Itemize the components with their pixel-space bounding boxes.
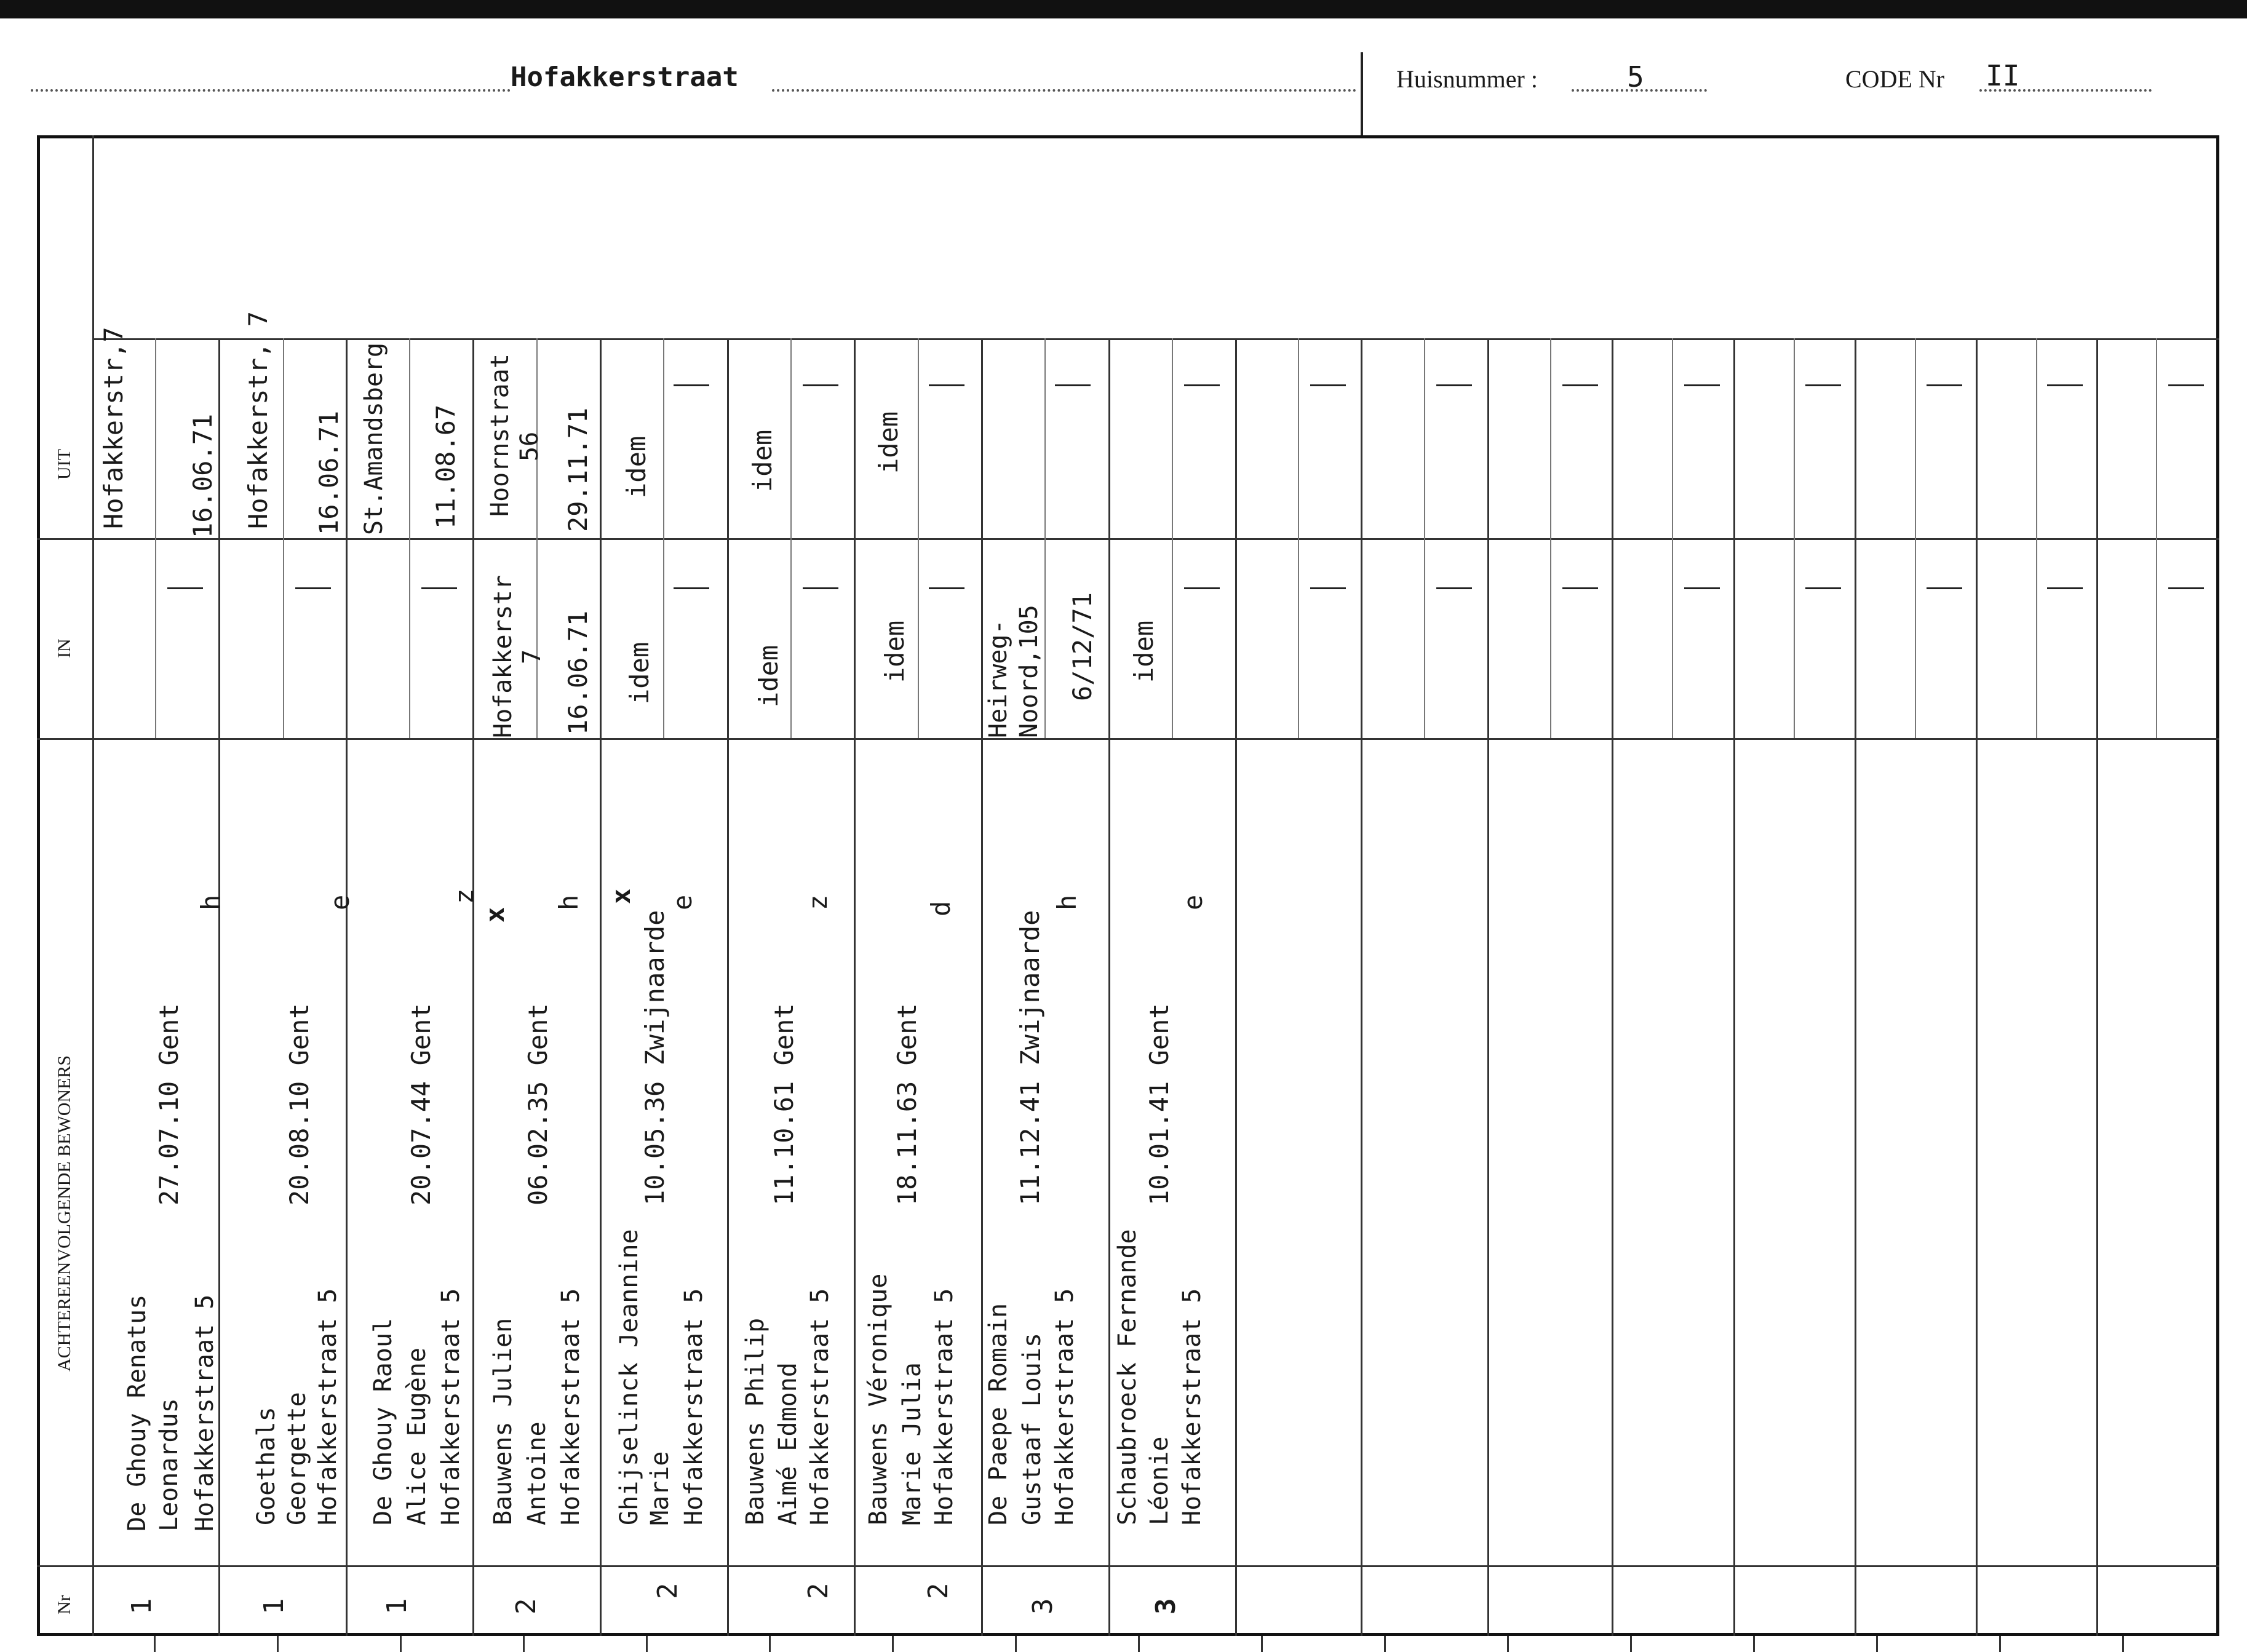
bottom-tick — [1384, 1636, 1386, 1652]
bottom-tick — [769, 1636, 771, 1652]
bottom-tick — [1753, 1636, 1755, 1652]
empty-dash — [1805, 587, 1841, 589]
bottom-tick — [1015, 1636, 1017, 1652]
col-line — [1235, 338, 1237, 1636]
bottom-tick — [1630, 1636, 1632, 1652]
empty-dash — [421, 587, 457, 589]
resident-7-line1: Bauwens Véronique — [864, 1273, 893, 1525]
sub-col-line — [2156, 338, 2157, 738]
empty-dash — [1310, 587, 1346, 589]
empty-dash — [929, 587, 964, 589]
sub-col-line — [409, 338, 410, 738]
empty-dash — [674, 384, 709, 386]
resident-9-line1: Schaubroeck Fernande — [1113, 1229, 1142, 1525]
resident-5-line3: Hofakkerstraat 5 — [680, 1288, 708, 1525]
resident-1-line1: De Ghouy Renatus — [123, 1294, 151, 1531]
bottom-tick — [523, 1636, 525, 1652]
sub-col-line — [1550, 338, 1551, 738]
resident-5-sex: e — [667, 894, 698, 910]
empty-dash — [1562, 587, 1598, 589]
nr-label: Nr — [54, 1595, 74, 1614]
resident-3-line2: Alice Eugène — [403, 1348, 431, 1525]
uit-place-7: idem — [873, 411, 904, 474]
resident-4-line3: Hofakkerstraat 5 — [557, 1288, 585, 1525]
col-line — [600, 338, 602, 1636]
resident-1-nr: 1 — [126, 1598, 157, 1614]
resident-9-sex: e — [1178, 894, 1208, 910]
resident-6-line1: Bauwens Philip — [741, 1317, 770, 1525]
bottom-tick — [1138, 1636, 1140, 1652]
resident-3-birth: 20.07.44 Gent — [406, 1003, 436, 1205]
in-label: IN — [54, 638, 74, 658]
sub-col-line — [1044, 338, 1046, 738]
sub-col-line — [790, 338, 792, 738]
resident-4-birth: 06.02.35 Gent — [523, 1003, 553, 1205]
sub-col-line — [663, 338, 664, 738]
resident-8-birth: 11.12.41 Zwijnaarde — [1015, 910, 1045, 1205]
code-label: CODE Nr — [1845, 65, 1945, 93]
resident-5-nr: 2 — [652, 1583, 683, 1599]
col-line — [727, 338, 729, 1636]
resident-4-sex: h — [554, 894, 584, 910]
resident-3-line1: De Ghouy Raoul — [369, 1317, 397, 1525]
empty-dash — [1055, 384, 1091, 386]
bottom-tick — [1261, 1636, 1263, 1652]
resident-6-birth: 11.10.61 Gent — [769, 1003, 799, 1205]
empty-dash — [2047, 587, 2083, 589]
col-line — [1733, 338, 1735, 1636]
street-name: Hofakkerstraat — [511, 62, 739, 93]
empty-dash — [1436, 587, 1472, 589]
in-place-8: Heirweg- — [984, 619, 1012, 738]
uit-in-line — [37, 538, 2219, 540]
in-place-8b: Noord,105 — [1015, 605, 1043, 738]
resident-2-line3: Georgette — [283, 1392, 311, 1525]
resident-2-birth: 20.08.10 Gent — [284, 1003, 314, 1205]
resident-3-sex: z — [449, 888, 479, 904]
resident-5-line1: Ghijselinck Jeannine — [615, 1229, 643, 1525]
sub-col-line — [1298, 338, 1299, 738]
in-residents-line — [37, 738, 2219, 740]
col-line — [1612, 338, 1613, 1636]
in-date-8: 6/12/71 — [1067, 592, 1097, 701]
bottom-tick — [892, 1636, 894, 1652]
resident-1-sex: h — [196, 894, 226, 910]
resident-7-sex: d — [926, 900, 956, 916]
resident-7-line2: Marie Julia — [898, 1362, 926, 1525]
sub-col-line — [1172, 338, 1173, 738]
resident-9-line2: Léonie — [1145, 1436, 1174, 1525]
house-number-dotted-line — [1572, 89, 1707, 92]
uit-place-6: idem — [747, 429, 778, 492]
resident-6-line3: Hofakkerstraat 5 — [806, 1288, 834, 1525]
resident-9-birth: 10.01.41 Gent — [1144, 1003, 1174, 1205]
empty-dash — [1184, 587, 1220, 589]
house-number-value: 5 — [1627, 60, 1644, 93]
resident-7-line3: Hofakkerstraat 5 — [930, 1288, 958, 1525]
col-line — [472, 338, 474, 1636]
bottom-tick — [1999, 1636, 2001, 1652]
in-date-4: 16.06.71 — [563, 610, 593, 735]
sub-col-line — [1794, 338, 1795, 738]
resident-3-line3: Hofakkerstraat 5 — [437, 1288, 465, 1525]
sub-col-line — [155, 338, 156, 738]
empty-dash — [1436, 384, 1472, 386]
bottom-tick — [1876, 1636, 1878, 1652]
resident-5-birth: 10.05.36 Zwijnaarde — [640, 910, 670, 1205]
empty-dash — [803, 384, 838, 386]
resident-1-birth: 27.07.10 Gent — [154, 1003, 184, 1205]
uit-date-2: 16.06.71 — [314, 410, 344, 535]
in-place-9: idem — [1129, 620, 1159, 683]
in-place-5: idem — [624, 641, 654, 704]
sub-col-line — [283, 338, 284, 738]
resident-1-line2: Leonardus — [155, 1398, 183, 1531]
empty-dash — [2168, 384, 2204, 386]
street-dotted-line-left — [31, 89, 511, 92]
uit-top-line — [92, 338, 2219, 340]
resident-4-line2: Antoine — [523, 1421, 551, 1525]
resident-6-nr: 2 — [803, 1583, 834, 1599]
uit-label: UIT — [54, 449, 74, 480]
col-line — [1487, 338, 1489, 1636]
sub-col-line — [536, 338, 538, 738]
empty-dash — [167, 587, 203, 589]
resident-5-mark: x — [606, 888, 636, 904]
resident-6-line2: Aimé Edmond — [774, 1362, 802, 1525]
sub-col-line — [918, 338, 919, 738]
resident-8-line2: Gustaaf Louis — [1018, 1332, 1046, 1525]
bottom-tick — [646, 1636, 648, 1652]
empty-dash — [803, 587, 838, 589]
bottom-tick — [2122, 1636, 2124, 1652]
uit-date-3: 11.08.67 — [431, 404, 461, 529]
resident-4-mark: x — [480, 907, 510, 923]
resident-1-line3: Hofakkerstraat 5 — [191, 1294, 219, 1531]
resident-2-sex: e — [325, 894, 355, 910]
empty-dash — [929, 384, 964, 386]
col-line — [1976, 338, 1978, 1636]
col-line — [1108, 338, 1110, 1636]
empty-dash — [1927, 587, 1962, 589]
resident-8-line1: De Paepe Romain — [984, 1303, 1012, 1525]
sub-col-line — [1424, 338, 1425, 738]
resident-9-nr: 3 — [1150, 1598, 1182, 1614]
uit-place-1: Hofakkerstr,7 — [98, 327, 129, 529]
code-dotted-line — [1979, 89, 2152, 92]
uit-date-1: 16.06.71 — [188, 413, 218, 538]
resident-7-nr: 2 — [923, 1583, 954, 1599]
resident-4-line1: Bauwens Julien — [489, 1317, 517, 1525]
empty-dash — [2047, 384, 2083, 386]
uit-place-4b: 56 — [515, 431, 544, 461]
code-value: II — [1986, 59, 2020, 92]
resident-8-nr: 3 — [1027, 1598, 1059, 1614]
sub-col-line — [1672, 338, 1673, 738]
street-dotted-line-right — [772, 89, 1356, 92]
header-separator — [1361, 52, 1363, 135]
uit-place-5: idem — [621, 435, 651, 498]
col-line — [1855, 338, 1856, 1636]
in-place-6: idem — [754, 645, 784, 707]
uit-place-2: Hofakkerstr, 7 — [243, 311, 273, 529]
empty-dash — [1562, 384, 1598, 386]
house-number-label: Huisnummer : — [1396, 65, 1538, 93]
empty-dash — [1805, 384, 1841, 386]
sub-col-line — [1915, 338, 1916, 738]
empty-dash — [674, 587, 709, 589]
empty-dash — [295, 587, 331, 589]
resident-2-nr: 1 — [258, 1598, 290, 1614]
col-line — [981, 338, 983, 1636]
resident-5-line2: Marie — [646, 1451, 674, 1525]
uit-place-3: St.Amandsberg — [360, 342, 388, 535]
empty-dash — [1310, 384, 1346, 386]
in-place-4: Hofakkerstr — [489, 575, 517, 738]
empty-dash — [2168, 587, 2204, 589]
sub-col-line — [2036, 338, 2037, 738]
empty-dash — [1684, 587, 1720, 589]
residents-label: ACHTEREENVOLGENDE BEWONERS — [54, 1055, 74, 1372]
col-line — [346, 338, 348, 1636]
empty-dash — [1684, 384, 1720, 386]
resident-3-nr: 1 — [381, 1598, 413, 1614]
uit-date-4: 29.11.71 — [563, 407, 593, 532]
bottom-tick — [1507, 1636, 1509, 1652]
resident-4-nr: 2 — [511, 1598, 542, 1614]
top-scan-edge — [0, 0, 2247, 18]
resident-7-birth: 18.11.63 Gent — [892, 1003, 922, 1205]
resident-2-line2: Goethals — [252, 1407, 280, 1525]
resident-8-line3: Hofakkerstraat 5 — [1051, 1288, 1079, 1525]
resident-2-line4: Hofakkerstraat 5 — [314, 1288, 342, 1525]
empty-dash — [1184, 384, 1220, 386]
residents-nr-line — [37, 1565, 2219, 1567]
bottom-tick — [400, 1636, 402, 1652]
col-line — [2096, 338, 2098, 1636]
resident-6-sex: z — [803, 894, 833, 910]
in-place-4b: 7 — [518, 649, 546, 664]
in-place-7: idem — [880, 620, 910, 683]
resident-9-line3: Hofakkerstraat 5 — [1178, 1288, 1206, 1525]
label-column-line — [92, 135, 94, 1636]
col-line — [854, 338, 856, 1636]
uit-place-4: Hoornstraat — [486, 354, 514, 517]
empty-dash — [1927, 384, 1962, 386]
bottom-tick — [277, 1636, 279, 1652]
resident-8-sex: h — [1052, 894, 1082, 910]
col-line — [1361, 338, 1362, 1636]
bottom-tick — [154, 1636, 156, 1652]
